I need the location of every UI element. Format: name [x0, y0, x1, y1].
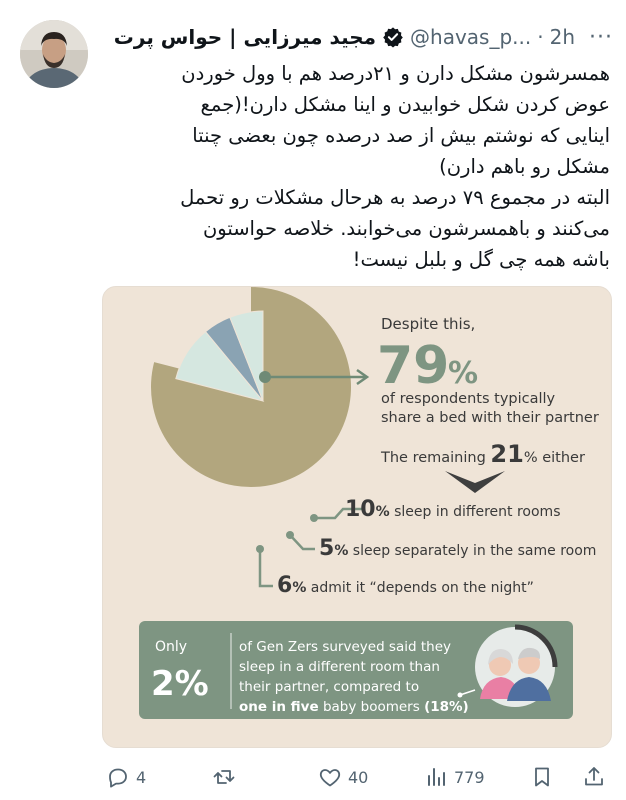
avatar[interactable] — [20, 20, 88, 88]
handle[interactable]: @havas_p... — [410, 25, 532, 49]
share-icon — [582, 765, 606, 789]
reply-count: 4 — [136, 767, 147, 787]
tweet-header — [98, 20, 613, 54]
infographic-chart — [103, 287, 611, 747]
chevron-down-icon — [445, 471, 505, 493]
respondents-line-2: share a bed with their partner — [381, 410, 599, 426]
like-count: 40 — [348, 767, 369, 787]
genz-line-1: of Gen Zers surveyed said they — [239, 639, 451, 655]
only-text: Only — [155, 639, 188, 655]
connector-2 — [290, 535, 315, 549]
connector-3 — [260, 549, 273, 586]
stat-different-rooms: 10% sleep in different rooms — [345, 497, 561, 522]
remaining-num: 21 — [490, 440, 524, 468]
genz-line-3: their partner, compared to — [239, 679, 420, 695]
pie-chart — [151, 287, 351, 487]
bookmark-button[interactable] — [530, 760, 554, 794]
share-button[interactable] — [582, 760, 606, 794]
remaining-post: % either — [523, 450, 585, 466]
separator-dot: · — [537, 25, 544, 49]
remaining-text — [380, 440, 585, 468]
respondents-line-1: of respondents typically — [381, 391, 556, 407]
big-percent: 79 — [377, 336, 450, 396]
remaining-pre: The remaining — [381, 450, 491, 466]
avatar-photo — [20, 20, 88, 88]
views-count: 779 — [454, 767, 485, 787]
small-percent: 2% — [151, 664, 209, 704]
infographic-image[interactable] — [102, 286, 612, 748]
big-percent-sign: % — [448, 356, 479, 391]
more-options-icon[interactable]: ··· — [589, 24, 613, 50]
timestamp[interactable]: 2h — [549, 25, 576, 49]
tweet-text: همسرشون مشکل دارن و ۲۱درصد هم با وول خوردن عوض کردن شکل خوابیدن و اینا مشکل دارن!(جمع اینایی که نوشتم بیش از صد درصده چون بعضی چنتا مشکل رو باهم دارن) البته در مجموع ۷۹ درصد به هرحال مشکلات رو تحمل می‌کنند و باهمسرشون می‌خوابند. خلاصه حواستون باشه همه چی گل و بلبل نیست! — [180, 62, 610, 271]
display-name[interactable]: مجید میرزایی | حواس پرت — [113, 25, 377, 49]
retweet-icon — [212, 765, 236, 789]
heart-icon — [318, 765, 342, 789]
genz-line-4: one in five baby boomers (18%) — [239, 699, 469, 715]
action-bar — [100, 760, 616, 794]
stat-depends: 6% admit it “depends on the night” — [277, 573, 534, 598]
reply-icon — [106, 765, 130, 789]
verified-badge-icon — [382, 26, 404, 48]
stat-same-room: 5% sleep separately in the same room — [319, 536, 597, 561]
views-icon — [424, 765, 448, 789]
bookmark-icon — [530, 765, 554, 789]
views-button[interactable] — [424, 760, 485, 794]
couple-illustration-icon — [475, 627, 555, 707]
despite-text: Despite this, — [381, 315, 476, 333]
genz-line-2: sleep in a different room than — [239, 659, 440, 675]
retweet-button[interactable] — [212, 760, 242, 794]
reply-button[interactable] — [106, 760, 146, 794]
like-button[interactable] — [318, 760, 368, 794]
